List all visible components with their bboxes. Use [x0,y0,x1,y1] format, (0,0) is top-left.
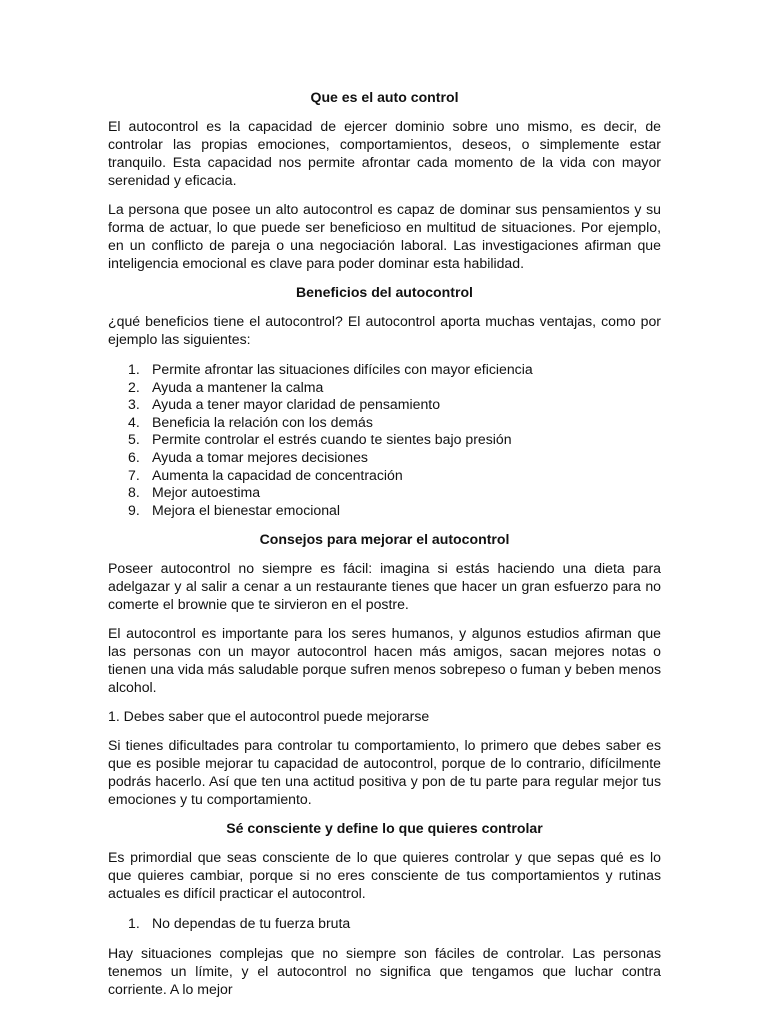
list-item [108,915,661,933]
list-item-text: No dependas de tu fuerza bruta [152,915,351,932]
paragraph-dieta: Poseer autocontrol no siempre es fácil: imagina si estás haciendo una dieta para adelgazar y al salir a cenar a un restaurante tienes que hacer un gran esfuerzo para no comerte el brownie que te sirvieron en el postre. [108,560,661,613]
list-item-number: 3. [128,396,140,413]
list-item-text: Permite afrontar las situaciones difíciles con mayor eficiencia [152,361,533,377]
list-item-text: Permite controlar el estrés cuando te sientes bajo presión [152,431,512,448]
list-item [108,484,661,502]
list-item-number: 8. [128,484,140,501]
tips-list [108,915,661,933]
heading-consejos: Consejos para mejorar el autocontrol [259,531,510,548]
list-item [108,467,661,485]
list-item-text: Mejor autoestima [152,484,261,501]
paragraph-dificultades: Si tienes dificultades para controlar tu comportamiento, lo primero que debes saber es que es posible mejorar tu capacidad de autocontrol, porque de lo contrario, difícilmente podrás hacerlo. Así que ten una actitud positiva y pon de tu parte para regular mejor tus emociones y tu comportamiento. [108,737,661,808]
list-item [108,502,661,520]
list-item-number: 9. [128,501,140,518]
list-item-number: 1. [128,361,140,377]
paragraph-intro: El autocontrol es la capacidad de ejercer dominio sobre uno mismo, es decir, de controlar las propias emociones, comportamientos, deseos, o simplemente estar tranquilo. Esta capacidad nos permite afrontar cada momento de la vida con mayor serenidad y eficacia. [108,118,661,188]
heading-beneficios: Beneficios del autocontrol [296,284,473,300]
list-item [108,414,661,432]
list-item-number: 1. [128,915,140,932]
list-item-text: Ayuda a tener mayor claridad de pensamiento [152,396,441,413]
list-item-text: Beneficia la relación con los demás [152,413,373,430]
list-item [108,449,661,467]
list-item [108,431,661,449]
paragraph-high-self-control: La persona que posee un alto autocontrol es capaz de dominar sus pensamientos y su forma de actuar, lo que puede ser beneficioso en multitud de situaciones. Por ejemplo, en un conflicto de pareja o una negociación laboral. Las investigaciones afirman que inteligencia emocional es clave para poder dominar esta habilidad. [108,201,661,271]
list-item-number: 5. [128,431,140,448]
paragraph-importancia: El autocontrol es importante para los seres humanos, y algunos estudios afirman que las personas con un mayor autocontrol hacen más amigos, sacan mejores notas o tienen una vida más saludable porque sufren menos sobrepeso o fuman y beben menos alcohol. [108,625,661,696]
paragraph-situaciones: Hay situaciones complejas que no siempre son fáciles de controlar. Las personas tenemos un límite, y el autocontrol no significa que tengamos que luchar contra corriente. A lo mejor [108,944,661,997]
list-item-text: Mejora el bienestar emocional [152,501,341,518]
paragraph-tip-1: 1. Debes saber que el autocontrol puede mejorarse [108,708,430,725]
list-item-number: 7. [128,466,140,483]
list-item [108,379,661,397]
heading-consciente: Sé consciente y define lo que quieres controlar [226,820,543,837]
paragraph-primordial: Es primordial que seas consciente de lo que quieres controlar y que sepas qué es lo que quieres cambiar, porque si no eres consciente de tus comportamientos y rutinas actuales es difícil practicar el autocontrol. [108,849,661,902]
list-item [108,361,661,379]
list-item-number: 6. [128,448,140,465]
paragraph-beneficios-intro: ¿qué beneficios tiene el autocontrol? El autocontrol aporta muchas ventajas, como por ejemplo las siguientes: [108,313,661,347]
document-title: Que es el auto control [310,89,459,105]
list-item-text: Aumenta la capacidad de concentración [152,466,403,483]
list-item [108,396,661,414]
benefits-list [108,361,661,519]
list-item-text: Ayuda a tomar mejores decisiones [152,448,368,465]
list-item-number: 2. [128,378,140,395]
list-item-text: Ayuda a mantener la calma [152,378,324,395]
list-item-number: 4. [128,413,140,430]
